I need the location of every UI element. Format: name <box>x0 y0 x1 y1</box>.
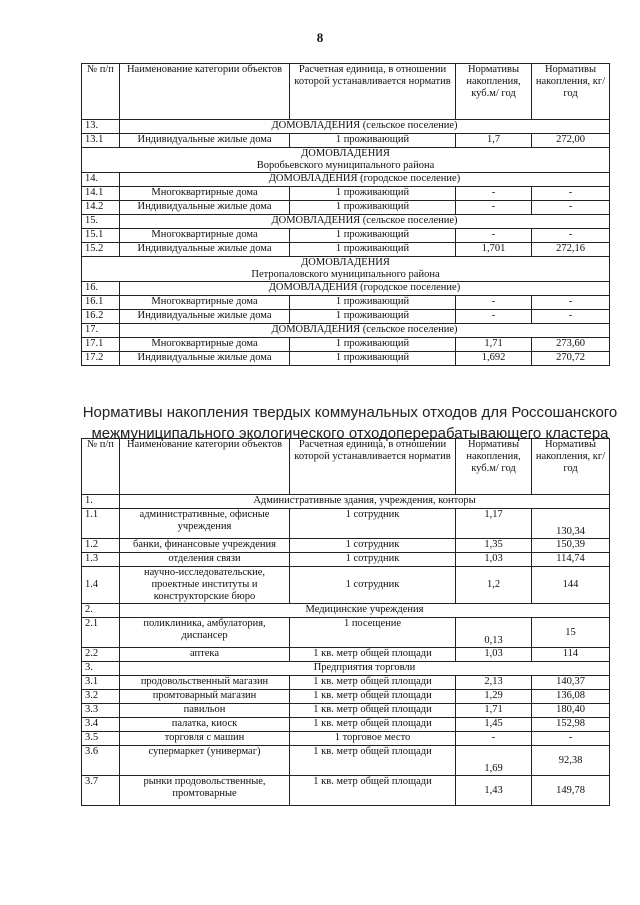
mass-norm: 180,40 <box>532 704 610 718</box>
unit-of-measure: 1 кв. метр общей площади <box>290 676 456 690</box>
section-label: ДОМОВЛАДЕНИЯ (сельское поселение) <box>120 120 610 134</box>
unit-of-measure: 1 сотрудник <box>290 539 456 553</box>
unit-of-measure: 1 сотрудник <box>290 509 456 539</box>
volume-norm: 2,13 <box>456 676 532 690</box>
row-number: 3.4 <box>82 718 120 732</box>
row-number: 1.1 <box>82 509 120 539</box>
section-label: ДОМОВЛАДЕНИЯ (городское поселение) <box>120 282 610 296</box>
object-category: продовольственный магазин <box>120 676 290 690</box>
section-label: ДОМОВЛАДЕНИЯ (городское поселение) <box>120 173 610 187</box>
volume-norm: 1,35 <box>456 539 532 553</box>
object-category: Многоквартирные дома <box>120 296 290 310</box>
object-category: рынки продовольственные, промтоварные <box>120 776 290 806</box>
volume-norm: 1,7 <box>456 134 532 148</box>
section-title-line1: Нормативы накопления твердых коммунальных отходов для Россошанского <box>82 404 618 421</box>
district-heading-subtitle: Воробьевского муниципального района <box>256 160 435 172</box>
district-heading-title: ДОМОВЛАДЕНИЯ <box>301 257 390 269</box>
volume-norm: 0,13 <box>456 618 532 648</box>
section-label: Медицинские учреждения <box>120 604 610 618</box>
unit-of-measure: 1 кв. метр общей площади <box>290 718 456 732</box>
mass-norm: 114,74 <box>532 553 610 567</box>
volume-norm: 1,45 <box>456 718 532 732</box>
header-volume: Нормативы накопления, куб.м/ год <box>456 64 532 120</box>
object-category: Индивидуальные жилые дома <box>120 134 290 148</box>
mass-norm: 144 <box>532 567 610 604</box>
unit-of-measure: 1 проживающий <box>290 352 456 366</box>
row-number: 14. <box>82 173 120 187</box>
section-label: Предприятия торговли <box>120 662 610 676</box>
row-number: 2. <box>82 604 120 618</box>
table-row <box>82 243 610 257</box>
unit-of-measure: 1 проживающий <box>290 134 456 148</box>
volume-norm: 1,03 <box>456 648 532 662</box>
volume-norm: 1,29 <box>456 690 532 704</box>
table-row <box>82 648 610 662</box>
volume-norm: 1,71 <box>456 338 532 352</box>
table-row <box>82 229 610 243</box>
mass-norm: - <box>532 296 610 310</box>
object-category: поликлиника, амбулатория, диспансер <box>120 618 290 648</box>
row-number: 16. <box>82 282 120 296</box>
table-row <box>82 776 610 806</box>
table-row <box>82 690 610 704</box>
table-header-row <box>82 439 610 495</box>
table-row <box>82 134 610 148</box>
object-category: отделения связи <box>120 553 290 567</box>
unit-of-measure: 1 сотрудник <box>290 553 456 567</box>
row-number: 1.3 <box>82 553 120 567</box>
row-number: 15.2 <box>82 243 120 257</box>
district-heading <box>82 148 610 173</box>
object-category: Индивидуальные жилые дома <box>120 201 290 215</box>
section-row <box>82 324 610 338</box>
mass-norm: 152,98 <box>532 718 610 732</box>
table-row <box>82 618 610 648</box>
mass-norm: - <box>532 201 610 215</box>
table-row <box>82 567 610 604</box>
section-label: ДОМОВЛАДЕНИЯ (сельское поселение) <box>120 324 610 338</box>
object-category: палатка, киоск <box>120 718 290 732</box>
header-unit: Расчетная единица, в отношении которой устанавливается норматив <box>290 439 456 495</box>
row-number: 17.2 <box>82 352 120 366</box>
row-number: 1.4 <box>82 567 120 604</box>
table-row <box>82 746 610 776</box>
row-number: 2.1 <box>82 618 120 648</box>
object-category: банки, финансовые учреждения <box>120 539 290 553</box>
table-row <box>82 509 610 539</box>
table-row <box>82 338 610 352</box>
row-number: 13.1 <box>82 134 120 148</box>
mass-norm: 136,08 <box>532 690 610 704</box>
mass-norm: 270,72 <box>532 352 610 366</box>
section-row <box>82 120 610 134</box>
table-row <box>82 296 610 310</box>
unit-of-measure: 1 кв. метр общей площади <box>290 690 456 704</box>
object-category: аптека <box>120 648 290 662</box>
table-header-row <box>82 64 610 120</box>
section-row <box>82 604 610 618</box>
section-title-line2: межмуниципального экологического отходоперерабатывающего кластера <box>91 425 609 442</box>
unit-of-measure: 1 проживающий <box>290 296 456 310</box>
unit-of-measure: 1 посещение <box>290 618 456 648</box>
row-number: 15. <box>82 215 120 229</box>
volume-norm: - <box>456 229 532 243</box>
mass-norm: 114 <box>532 648 610 662</box>
mass-norm: 272,16 <box>532 243 610 257</box>
mass-norm: 272,00 <box>532 134 610 148</box>
volume-norm: 1,2 <box>456 567 532 604</box>
section-row <box>82 173 610 187</box>
unit-of-measure: 1 проживающий <box>290 201 456 215</box>
object-category: павильон <box>120 704 290 718</box>
unit-of-measure: 1 проживающий <box>290 229 456 243</box>
object-category: научно-исследовательские, проектные институты и конструкторские бюро <box>120 567 290 604</box>
section-label: Административные здания, учреждения, конторы <box>120 495 610 509</box>
table-row <box>82 704 610 718</box>
row-number: 13. <box>82 120 120 134</box>
table-body <box>82 120 610 366</box>
volume-norm: - <box>456 201 532 215</box>
mass-norm: - <box>532 187 610 201</box>
table-row <box>82 310 610 324</box>
row-number: 3.2 <box>82 690 120 704</box>
waste-norms-table-cluster <box>81 438 610 806</box>
header-num: № п/п <box>82 64 120 120</box>
volume-norm: - <box>456 296 532 310</box>
table-row <box>82 201 610 215</box>
row-number: 3. <box>82 662 120 676</box>
table-row <box>82 732 610 746</box>
table-row <box>82 539 610 553</box>
row-number: 3.7 <box>82 776 120 806</box>
unit-of-measure: 1 проживающий <box>290 243 456 257</box>
header-name: Наименование категории объектов <box>120 439 290 495</box>
object-category: супермаркет (универмаг) <box>120 746 290 776</box>
row-number: 3.6 <box>82 746 120 776</box>
mass-norm: 140,37 <box>532 676 610 690</box>
table-row <box>82 553 610 567</box>
object-category: административные, офисные учреждения <box>120 509 290 539</box>
district-heading-subtitle: Петропаловского муниципального района <box>251 269 440 281</box>
mass-norm: 15 <box>532 618 610 648</box>
table-body <box>82 495 610 806</box>
unit-of-measure: 1 кв. метр общей площади <box>290 746 456 776</box>
row-number: 1.2 <box>82 539 120 553</box>
unit-of-measure: 1 кв. метр общей площади <box>290 704 456 718</box>
mass-norm: 150,39 <box>532 539 610 553</box>
row-number: 15.1 <box>82 229 120 243</box>
row-number: 14.2 <box>82 201 120 215</box>
district-heading-row <box>82 148 610 173</box>
page-number: 8 <box>316 30 324 45</box>
unit-of-measure: 1 кв. метр общей площади <box>290 648 456 662</box>
mass-norm: 149,78 <box>532 776 610 806</box>
row-number: 2.2 <box>82 648 120 662</box>
object-category: Индивидуальные жилые дома <box>120 352 290 366</box>
table-row <box>82 352 610 366</box>
mass-norm: 92,38 <box>532 746 610 776</box>
header-volume: Нормативы накопления, куб.м/ год <box>456 439 532 495</box>
table-row <box>82 676 610 690</box>
unit-of-measure: 1 кв. метр общей площади <box>290 776 456 806</box>
volume-norm: - <box>456 187 532 201</box>
row-number: 3.5 <box>82 732 120 746</box>
object-category: Индивидуальные жилые дома <box>120 243 290 257</box>
volume-norm: 1,701 <box>456 243 532 257</box>
volume-norm: 1,692 <box>456 352 532 366</box>
volume-norm: - <box>456 732 532 746</box>
object-category: Многоквартирные дома <box>120 229 290 243</box>
object-category: промтоварный магазин <box>120 690 290 704</box>
district-heading-title: ДОМОВЛАДЕНИЯ <box>301 148 390 159</box>
row-number: 3.1 <box>82 676 120 690</box>
header-mass: Нормативы накопления, кг/ год <box>532 64 610 120</box>
volume-norm: 1,43 <box>456 776 532 806</box>
volume-norm: 1,71 <box>456 704 532 718</box>
district-heading-row <box>82 257 610 282</box>
mass-norm: 130,34 <box>532 509 610 539</box>
table-row <box>82 187 610 201</box>
volume-norm: 1,17 <box>456 509 532 539</box>
row-number: 16.2 <box>82 310 120 324</box>
waste-norms-table-districts <box>81 63 610 366</box>
row-number: 17. <box>82 324 120 338</box>
volume-norm: 1,03 <box>456 553 532 567</box>
section-row <box>82 215 610 229</box>
object-category: Многоквартирные дома <box>120 187 290 201</box>
row-number: 17.1 <box>82 338 120 352</box>
section-row <box>82 662 610 676</box>
unit-of-measure: 1 проживающий <box>290 338 456 352</box>
section-row <box>82 495 610 509</box>
row-number: 14.1 <box>82 187 120 201</box>
unit-of-measure: 1 проживающий <box>290 187 456 201</box>
row-number: 16.1 <box>82 296 120 310</box>
object-category: Индивидуальные жилые дома <box>120 310 290 324</box>
object-category: торговля с машин <box>120 732 290 746</box>
row-number: 3.3 <box>82 704 120 718</box>
unit-of-measure: 1 сотрудник <box>290 567 456 604</box>
mass-norm: 273,60 <box>532 338 610 352</box>
object-category: Многоквартирные дома <box>120 338 290 352</box>
header-mass: Нормативы накопления, кг/ год <box>532 439 610 495</box>
mass-norm: - <box>532 310 610 324</box>
mass-norm: - <box>532 229 610 243</box>
table-row <box>82 718 610 732</box>
section-row <box>82 282 610 296</box>
row-number: 1. <box>82 495 120 509</box>
unit-of-measure: 1 торговое место <box>290 732 456 746</box>
unit-of-measure: 1 проживающий <box>290 310 456 324</box>
header-name: Наименование категории объектов <box>120 64 290 120</box>
header-num: № п/п <box>82 439 120 495</box>
volume-norm: 1,69 <box>456 746 532 776</box>
volume-norm: - <box>456 310 532 324</box>
section-label: ДОМОВЛАДЕНИЯ (сельское поселение) <box>120 215 610 229</box>
district-heading <box>82 257 610 282</box>
header-unit: Расчетная единица, в отношении которой устанавливается норматив <box>290 64 456 120</box>
mass-norm: - <box>532 732 610 746</box>
